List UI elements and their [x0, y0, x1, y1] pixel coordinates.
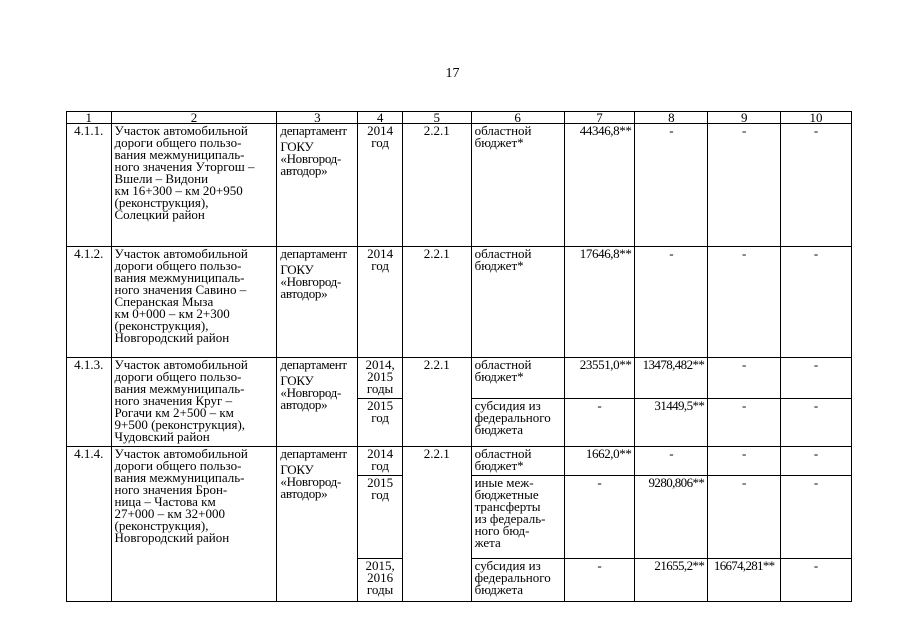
value-col-7: 1662,0**	[564, 447, 635, 476]
object-description: Участок автомобильной дороги общего пользо- вания межмуниципаль- ного значения Круг – Рогачи км 2+500 – км 9+500 (реконструкция), Чудовский район	[111, 358, 277, 447]
funding-source: иные меж- бюджетные трансферты из федераль- ного бюд- жета	[471, 476, 564, 559]
value-col-9: -	[708, 399, 781, 447]
activity-code: 2.2.1	[402, 124, 471, 247]
executor	[277, 247, 358, 358]
executor-department: департамент	[280, 446, 347, 461]
executor-goku: ГОКУ «Новгород- автодор»	[280, 139, 341, 178]
value-col-9: -	[708, 124, 781, 247]
value-col-9: 16674,281**	[708, 559, 781, 602]
program-table	[66, 111, 852, 602]
column-number: 5	[402, 112, 471, 124]
column-number: 6	[471, 112, 564, 124]
value-col-10: -	[781, 124, 852, 247]
column-number: 4	[358, 112, 403, 124]
executor-goku: ГОКУ «Новгород- автодор»	[280, 262, 341, 301]
executor	[277, 447, 358, 602]
year-cell: 2015, 2016 годы	[358, 559, 403, 602]
executor	[277, 124, 358, 247]
table-row	[67, 247, 852, 358]
value-col-8: 21655,2**	[635, 559, 708, 602]
table-row	[67, 358, 852, 399]
object-description: Участок автомобильной дороги общего пользо- вания межмуниципаль- ного значения Уторгош – Вшели – Видони км 16+300 – км 20+950 (реконструкция), Солецкий район	[111, 124, 277, 247]
column-number: 1	[67, 112, 112, 124]
value-col-9: -	[708, 247, 781, 358]
value-col-8: 9280,806**	[635, 476, 708, 559]
column-number: 10	[781, 112, 852, 124]
executor-department: департамент	[280, 123, 347, 138]
column-number: 7	[564, 112, 635, 124]
funding-source: областной бюджет*	[471, 358, 564, 399]
funding-source: областной бюджет*	[471, 247, 564, 358]
value-col-8: 13478,482**	[635, 358, 708, 399]
column-number-row	[67, 112, 852, 124]
year-cell: 2015 год	[358, 476, 403, 559]
activity-code: 2.2.1	[402, 358, 471, 447]
column-number: 2	[111, 112, 277, 124]
value-col-10: -	[781, 399, 852, 447]
funding-source: субсидия из федерального бюджета	[471, 399, 564, 447]
value-col-7: -	[564, 559, 635, 602]
column-number: 9	[708, 112, 781, 124]
year-cell: 2014 год	[358, 124, 403, 247]
value-col-7: -	[564, 399, 635, 447]
year-cell: 2014, 2015 годы	[358, 358, 403, 399]
value-col-10: -	[781, 447, 852, 476]
year-cell: 2014 год	[358, 247, 403, 358]
executor-goku: ГОКУ «Новгород- автодор»	[280, 462, 341, 501]
column-number: 3	[277, 112, 358, 124]
funding-source: областной бюджет*	[471, 447, 564, 476]
value-col-10: -	[781, 476, 852, 559]
value-col-8: -	[635, 447, 708, 476]
table-row	[67, 447, 852, 476]
value-col-7: 44346,8**	[564, 124, 635, 247]
value-col-10: -	[781, 247, 852, 358]
funding-source: областной бюджет*	[471, 124, 564, 247]
executor-goku: ГОКУ «Новгород- автодор»	[280, 373, 341, 412]
item-number: 4.1.3.	[67, 358, 112, 447]
value-col-8: -	[635, 247, 708, 358]
object-description: Участок автомобильной дороги общего пользо- вания межмуниципаль- ного значения Савино – Сперанская Мыза км 0+000 – км 2+300 (реконструкция), Новгородский район	[111, 247, 277, 358]
table-row	[67, 124, 852, 247]
object-description: Участок автомобильной дороги общего пользо- вания межмуниципаль- ного значения Брон- ница – Частова км 27+000 – км 32+000 (реконструкция), Новгородский район	[111, 447, 277, 602]
value-col-7: 23551,0**	[564, 358, 635, 399]
item-number: 4.1.1.	[67, 124, 112, 247]
value-col-7: -	[564, 476, 635, 559]
value-col-9: -	[708, 358, 781, 399]
value-col-9: -	[708, 447, 781, 476]
executor-department: департамент	[280, 357, 347, 372]
activity-code: 2.2.1	[402, 247, 471, 358]
column-number: 8	[635, 112, 708, 124]
executor-department: департамент	[280, 246, 347, 261]
executor	[277, 358, 358, 447]
item-number: 4.1.4.	[67, 447, 112, 602]
year-cell: 2014 год	[358, 447, 403, 476]
value-col-10: -	[781, 358, 852, 399]
value-col-8: -	[635, 124, 708, 247]
activity-code: 2.2.1	[402, 447, 471, 602]
value-col-7: 17646,8**	[564, 247, 635, 358]
item-number: 4.1.2.	[67, 247, 112, 358]
page-number: 17	[445, 66, 460, 81]
year-cell: 2015 год	[358, 399, 403, 447]
value-col-9: -	[708, 476, 781, 559]
funding-source: субсидия из федерального бюджета	[471, 559, 564, 602]
value-col-8: 31449,5**	[635, 399, 708, 447]
value-col-10: -	[781, 559, 852, 602]
